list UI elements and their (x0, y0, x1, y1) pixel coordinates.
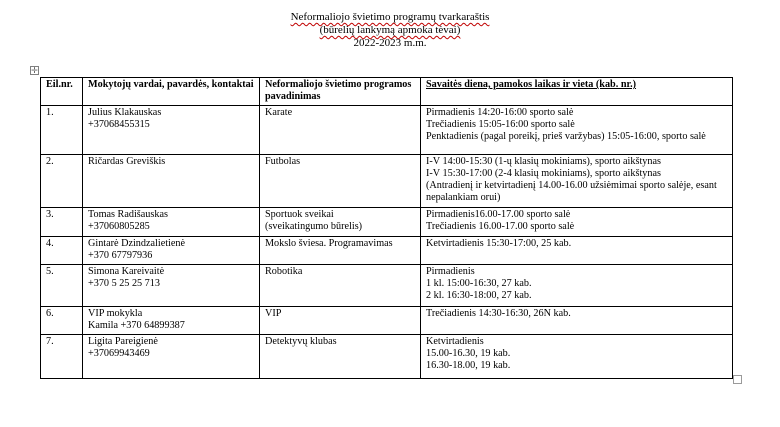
header-program: Neformaliojo švietimo programos pavadinimas (260, 78, 421, 106)
cell-teacher-line: +370 67797936 (88, 250, 153, 262)
cell-program (260, 208, 421, 237)
cell-nr: 3. (41, 208, 83, 237)
cell-teacher-line: +37060805285 (88, 221, 150, 233)
cell-teacher-line: VIP mokykla (88, 308, 143, 319)
cell-teacher-line: +370 5 25 25 713 (88, 278, 160, 290)
table-move-handle-icon[interactable]: ✛ (31, 66, 38, 75)
cell-schedule-line: 15.00-16.30, 19 kab. (426, 348, 511, 360)
cell-teacher-line: Tomas Radišauskas (88, 209, 168, 220)
table-header-row (41, 78, 733, 106)
cell-program (260, 106, 421, 155)
cell-schedule-line: Trečiadienis 14:30-16:30, 26N kab. (426, 308, 571, 319)
cell-teacher (83, 208, 260, 237)
cell-teacher (83, 265, 260, 307)
cell-teacher-line: Ričardas Greviškis (88, 156, 166, 167)
cell-nr: 6. (41, 307, 83, 335)
cell-teacher-line: Simona Kareivaitė (88, 266, 165, 277)
cell-teacher (83, 237, 260, 265)
table-body (41, 106, 733, 379)
cell-schedule-line: Trečiadienis 15:05-16:00 sporto salė (426, 119, 575, 131)
cell-schedule-line: Ketvirtadienis (426, 336, 484, 347)
cell-nr: 5. (41, 265, 83, 307)
cell-schedule-line: Pirmadienis 14:20-16:00 sporto salė (426, 107, 574, 118)
cell-program-line: Sportuok sveikai (265, 209, 334, 220)
cell-schedule-line: I-V 14:00-15:30 (1-ų klasių mokiniams), sporto aikštynas (426, 156, 661, 167)
cell-schedule (421, 208, 733, 237)
cell-schedule-line: Penktadienis (pagal poreikį, prieš varžybas) 15:05-16:00, sporto salė (426, 131, 706, 143)
header-teacher: Mokytojų vardai, pavardės, kontaktai (83, 78, 260, 106)
cell-schedule (421, 106, 733, 155)
cell-teacher-line: Kamila +370 64899387 (88, 320, 185, 332)
cell-teacher (83, 106, 260, 155)
cell-schedule-line: 16.30-18.00, 19 kab. (426, 360, 511, 372)
cell-program (260, 307, 421, 335)
cell-schedule (421, 335, 733, 379)
cell-program-line: Detektyvų klubas (265, 336, 337, 347)
cell-schedule-line: 2 kl. 16:30-18:00, 27 kab. (426, 290, 532, 302)
cell-schedule-line: Pirmadienis16.00-17.00 sporto salė (426, 209, 571, 220)
cell-schedule-line: (Antradienį ir ketvirtadienį 14.00-16.00 užsiėmimai sporto salėje, esant nepalankiam orui) (426, 180, 717, 204)
cell-schedule (421, 237, 733, 265)
cell-program (260, 155, 421, 208)
cell-schedule-line: Ketvirtadienis 15:30-17:00, 25 kab. (426, 238, 572, 249)
cell-teacher (83, 335, 260, 379)
cell-program-line: (sveikatingumo būrelis) (265, 221, 363, 233)
cell-schedule (421, 155, 733, 208)
cell-program (260, 237, 421, 265)
document-title: Neformaliojo švietimo programų tvarkaraštis (290, 11, 490, 23)
table-resize-handle-icon[interactable] (733, 375, 742, 384)
cell-program-line: VIP (265, 308, 282, 319)
cell-teacher (83, 155, 260, 208)
document-year: 2022-2023 m.m. (353, 37, 427, 49)
cell-teacher-line: +37068455315 (88, 119, 150, 131)
table-row (41, 106, 733, 155)
cell-teacher-line: Ligita Pareigienė (88, 336, 158, 347)
document-subtitle: (būrelių lankymą apmoka tėvai) (319, 24, 461, 36)
header-schedule: Savaitės diena, pamokos laikas ir vieta (kab. nr.) (421, 78, 733, 106)
table-row (41, 265, 733, 307)
cell-program-line: Karate (265, 107, 293, 118)
cell-program-line: Futbolas (265, 156, 301, 167)
cell-program (260, 265, 421, 307)
header-nr: Eil.nr. (41, 78, 83, 106)
cell-schedule (421, 265, 733, 307)
cell-nr: 7. (41, 335, 83, 379)
table-row (41, 307, 733, 335)
schedule-table (40, 77, 733, 379)
table-row (41, 155, 733, 208)
table-row (41, 208, 733, 237)
cell-schedule (421, 307, 733, 335)
cell-nr: 4. (41, 237, 83, 265)
cell-schedule-line: Pirmadienis (426, 266, 475, 277)
cell-teacher (83, 307, 260, 335)
cell-program-line: Robotika (265, 266, 303, 277)
cell-teacher-line: Julius Klakauskas (88, 107, 162, 118)
cell-schedule-line: 1 kl. 15:00-16:30, 27 kab. (426, 278, 532, 290)
table-row (41, 237, 733, 265)
document-header (0, 11, 780, 50)
cell-teacher-line: Gintarė Dzindzalietienė (88, 238, 186, 249)
cell-program (260, 335, 421, 379)
cell-schedule-line: I-V 15:30-17:00 (2-4 klasių mokiniams), sporto aikštynas (426, 168, 661, 180)
cell-nr: 2. (41, 155, 83, 208)
cell-nr: 1. (41, 106, 83, 155)
cell-teacher-line: +37069943469 (88, 348, 150, 360)
table-row (41, 335, 733, 379)
cell-program-line: Mokslo šviesa. Programavimas (265, 238, 393, 249)
cell-schedule-line: Trečiadienis 16.00-17.00 sporto salė (426, 221, 575, 233)
